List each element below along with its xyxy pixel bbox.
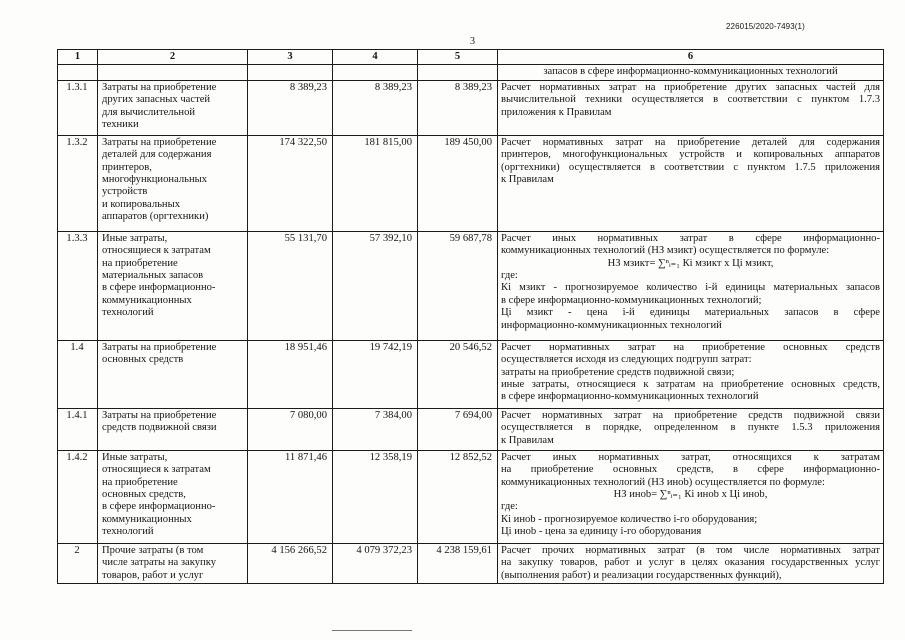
header-col-4: 4 (333, 50, 418, 65)
description-line: приложения к Правилам (501, 106, 612, 118)
description-line: где: (501, 501, 518, 513)
description-line: вычислительной техники осуществляется в соответствии с пунктом 1.7.3 (501, 94, 880, 106)
cost-table (57, 49, 884, 584)
row-name-line: материальных запасов (102, 270, 204, 282)
description-line: Расчет нормативных затрат на приобретение основных средств (501, 341, 880, 353)
description-line: Расчет иных нормативных затрат, относящихся к затратам (501, 451, 880, 463)
row-name-line: Затраты на приобретение (102, 81, 217, 93)
row-name-line: Затраты на приобретение (102, 409, 217, 421)
description-line: коммуникационных технологий (НЗ инob) осуществляется по формуле: (501, 476, 825, 488)
value-year-1: 7 080,00 (248, 408, 333, 450)
description-line: осуществляется исходя из следующих подгрупп затрат: (501, 354, 752, 366)
row-name-line: основных средств, (102, 489, 186, 501)
row-name-line: коммуникационных (102, 513, 192, 525)
value-year-2: 4 079 372,23 (333, 543, 418, 583)
description-line: Цi инob - цена за единицу i-го оборудования (501, 526, 702, 538)
row-name (98, 450, 248, 543)
row-name-line: относящиеся к затратам (102, 245, 211, 257)
value-year-1: 4 156 266,52 (248, 543, 333, 583)
table-row (58, 450, 884, 543)
row-number: 1.4 (58, 340, 98, 408)
description-line: к Правилам (501, 174, 554, 186)
row-name (98, 80, 248, 135)
description-line: в сфере информационно-коммуникационных технологий (501, 391, 759, 403)
row-name-line: относящиеся к затратам (102, 464, 211, 476)
row-number: 1.3.3 (58, 231, 98, 340)
row-name-line: на приобретение (102, 257, 178, 269)
row-name-line: других запасных частей (102, 94, 211, 106)
row-number: 1.4.1 (58, 408, 98, 450)
table-body (58, 65, 884, 583)
description-line: где: (501, 270, 518, 282)
header-col-1: 1 (58, 50, 98, 65)
header-col-5: 5 (418, 50, 498, 65)
description-line: в сфере информационно-коммуникационных технологий; (501, 294, 762, 306)
table-row (58, 231, 884, 340)
description-line: Цi мзикт - цена i-й единицы материальных запасов в сфере (501, 307, 880, 319)
value-year-1: 8 389,23 (248, 80, 333, 135)
row-description (498, 340, 884, 408)
row-name-line: Иные затраты, (102, 451, 168, 463)
row-name-line: технологий (102, 307, 154, 319)
description-line: Расчет прочих нормативных затрат (в том числе нормативных затрат (501, 544, 880, 556)
value-year-1: 11 871,46 (248, 450, 333, 543)
row-description (498, 231, 884, 340)
value-year-2: 57 392,10 (333, 231, 418, 340)
row-name-line: аппаратов (оргтехники) (102, 211, 209, 223)
row-name-line: Затраты на приобретение (102, 136, 217, 148)
row-description (498, 450, 884, 543)
row-name-line: средств подвижной связи (102, 422, 217, 434)
row-name-line: Иные затраты, (102, 232, 168, 244)
formula: НЗ инob= ∑ⁿᵢ₌₁ Кi инob х Цi инob, (613, 489, 768, 501)
description-line: Расчет иных нормативных затрат в сфере информационно- (501, 232, 880, 244)
description-line: (выполнения работ) и реализации государственных функций), (501, 569, 782, 581)
value-year-3: 189 450,00 (418, 135, 498, 231)
header-col-2: 2 (98, 50, 248, 65)
description-line: Расчет нормативных затрат на приобретение средств подвижной связи (501, 409, 880, 421)
description-line: иные затраты, относящиеся к затратам на приобретение основных средств, (501, 379, 880, 391)
continuation-row (58, 65, 884, 80)
page-number: 3 (470, 36, 475, 47)
row-name-line: для вычислительной (102, 106, 196, 118)
row-name-line: основных средств (102, 354, 184, 366)
row-name (98, 135, 248, 231)
row-number: 1.3.2 (58, 135, 98, 231)
description-line: Кi мзикт - прогнозируемое количество i-й единицы материальных запасов (501, 282, 880, 294)
row-description (498, 543, 884, 583)
row-name-line: на приобретение (102, 476, 178, 488)
row-name (98, 340, 248, 408)
document-id: 226015/2020-7493(1) (726, 22, 805, 31)
value-year-3: 12 852,52 (418, 450, 498, 543)
row-name-line: технологий (102, 526, 154, 538)
continuation-text: запасов в сфере информационно-коммуникационных технологий (498, 65, 884, 80)
row-name-line: многофункциональных (102, 174, 208, 186)
row-name (98, 231, 248, 340)
value-year-1: 18 951,46 (248, 340, 333, 408)
description-line: на приобретение основных средств, в сфере информационно- (501, 464, 880, 476)
row-name-line: в сфере информационно- (102, 282, 216, 294)
row-name (98, 543, 248, 583)
value-year-3: 59 687,78 (418, 231, 498, 340)
page-edge-mark (332, 630, 412, 631)
row-name-line: числе затраты на закупку (102, 557, 216, 569)
description-line: затраты на приобретение средств подвижной связи; (501, 366, 735, 378)
value-year-3: 4 238 159,61 (418, 543, 498, 583)
row-name-line: и копировальных (102, 198, 181, 210)
description-line: к Правилам (501, 434, 554, 446)
row-name-line: в сфере информационно- (102, 501, 216, 513)
value-year-2: 19 742,19 (333, 340, 418, 408)
row-name (98, 408, 248, 450)
value-year-3: 8 389,23 (418, 80, 498, 135)
header-col-3: 3 (248, 50, 333, 65)
description-line: Расчет нормативных затрат на приобретение других запасных частей для (501, 81, 880, 93)
table-row (58, 543, 884, 583)
row-name-line: коммуникационных (102, 294, 192, 306)
description-line: (оргтехники) осуществляется в соответствии с пунктом 1.7.5 приложения (501, 161, 880, 173)
formula: НЗ мзикт= ∑ⁿᵢ₌₁ Кi мзикт х Цi мзикт, (607, 257, 774, 269)
description-line: принтеров, многофункциональных устройств и копировальных аппаратов (501, 149, 880, 161)
row-description (498, 408, 884, 450)
table-header (58, 50, 884, 65)
value-year-3: 20 546,52 (418, 340, 498, 408)
row-name-line: товаров, работ и услуг (102, 569, 204, 581)
value-year-1: 174 322,50 (248, 135, 333, 231)
table-row (58, 135, 884, 231)
row-name-line: устройств (102, 186, 148, 198)
table-row (58, 408, 884, 450)
row-name-line: деталей для содержания (102, 149, 212, 161)
description-line: информационно-коммуникационных технологий (501, 319, 722, 331)
table-row (58, 80, 884, 135)
row-name-line: принтеров, (102, 161, 152, 173)
description-line: Кi инob - прогнозируемое количество i-го оборудования; (501, 513, 758, 525)
row-name-line: Прочие затраты (в том (102, 544, 204, 556)
row-number: 1.4.2 (58, 450, 98, 543)
row-number: 1.3.1 (58, 80, 98, 135)
row-description (498, 135, 884, 231)
row-number: 2 (58, 543, 98, 583)
header-col-6: 6 (498, 50, 884, 65)
description-line: Расчет нормативных затрат на приобретение деталей для содержания (501, 136, 880, 148)
description-line: осуществляется в порядке, определенном в пункте 1.5.3 приложения (501, 422, 880, 434)
description-line: коммуникационных технологий (НЗ мзикт) осуществляется по формуле: (501, 245, 830, 257)
table-row (58, 340, 884, 408)
value-year-2: 8 389,23 (333, 80, 418, 135)
value-year-2: 7 384,00 (333, 408, 418, 450)
value-year-2: 181 815,00 (333, 135, 418, 231)
row-name-line: Затраты на приобретение (102, 341, 217, 353)
description-line: на закупку товаров, работ и услуг в целях оказания государственных услуг (501, 557, 880, 569)
value-year-3: 7 694,00 (418, 408, 498, 450)
row-description (498, 80, 884, 135)
value-year-2: 12 358,19 (333, 450, 418, 543)
row-name-line: техники (102, 119, 139, 131)
value-year-1: 55 131,70 (248, 231, 333, 340)
